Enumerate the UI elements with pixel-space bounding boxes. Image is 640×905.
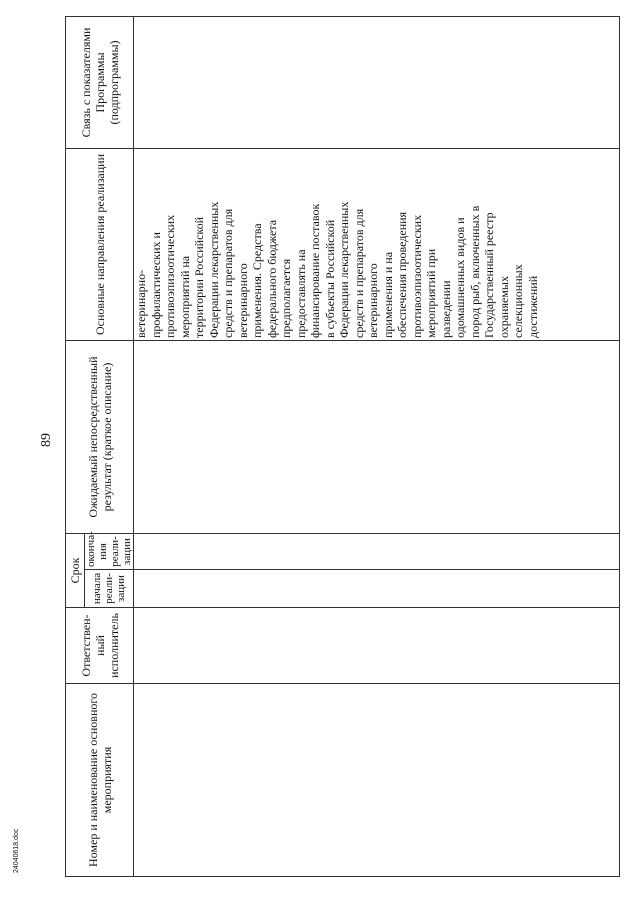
cell-responsible (134, 608, 620, 684)
measures-table (65, 16, 620, 877)
main-directions-line: разведении (438, 280, 453, 338)
main-directions-line: профилактических и (148, 232, 163, 338)
cell-number-and-name (134, 684, 620, 877)
main-directions-line: мероприятий при (424, 248, 438, 338)
header-term-end-line: оконча- (85, 531, 97, 567)
main-directions-line: пород рыб, включенных в (467, 205, 482, 338)
header-term-start-line: реали- (103, 573, 115, 604)
header-expected-result: Ожидаемый непосредственный результат (краткое описание) (66, 341, 134, 534)
main-directions-line: федерального бюджета (264, 219, 279, 338)
main-directions-line: применения и на (380, 251, 395, 338)
main-directions-line: противоэпизоотических (163, 214, 177, 338)
main-directions-line: средств и препаратов для (221, 208, 235, 338)
header-main-directions: Основные направления реализации (66, 149, 134, 341)
rotated-table-container (65, 17, 633, 877)
main-directions-line: ветеринарного (235, 263, 250, 338)
main-directions-line: финансирование поставок (308, 203, 322, 338)
main-directions-line: противоэпизоотических (409, 214, 424, 338)
header-responsible-line: Ответствен- (78, 614, 93, 677)
main-directions-line: Федерации лекарственных (337, 201, 351, 338)
header-term-start-line: начала (91, 572, 103, 605)
header-term-end (85, 531, 134, 570)
main-directions-line: предоставлять на (293, 249, 308, 338)
main-directions-line: одомашненных видов и (453, 217, 467, 338)
main-directions-line: применения. Средства (250, 223, 264, 338)
header-term-end-line: реали- (109, 536, 121, 567)
main-directions-line: средств и препаратов для (351, 208, 366, 338)
cell-term-end (134, 534, 620, 570)
main-directions-line: селекционных (511, 264, 525, 338)
cell-term-start (134, 570, 620, 608)
header-term-end-line: зации (121, 538, 133, 565)
main-directions-line: мероприятий на (177, 255, 192, 338)
header-responsible (66, 608, 134, 684)
main-directions-line: Федерации лекарственных (206, 201, 221, 338)
header-number-and-name: Номер и наименование основного мероприятия (66, 684, 134, 877)
page-number: 89 (39, 433, 54, 447)
table-row (134, 17, 620, 877)
header-term-end-line: ния (97, 543, 109, 560)
cell-main-directions (134, 149, 620, 341)
main-directions-line: достижений (525, 275, 540, 338)
header-term-start (85, 570, 134, 608)
header-program-link: Связь с показателями Программы (подпрограммы) (66, 17, 134, 149)
header-term-start-line: зации (115, 575, 127, 602)
main-directions-line: предполагается (279, 258, 293, 338)
header-responsible-line: исполнитель (106, 613, 121, 678)
header-responsible-line: ный (92, 635, 107, 656)
main-directions-line: ветеринарного (366, 263, 380, 338)
main-directions-line: территории Российской (192, 216, 206, 338)
cell-program-link (134, 17, 620, 149)
main-directions-line: обеспечения проведения (395, 211, 409, 338)
cell-expected-result (134, 341, 620, 534)
main-directions-line: охраняемых (496, 276, 511, 338)
main-directions-line: ветеринарно- (134, 269, 148, 338)
main-directions-line: Государственный реестр (482, 212, 496, 338)
main-directions-line: в субъекты Российской (322, 219, 337, 338)
header-term: Срок (66, 534, 85, 608)
document-file-id: 24040618.doc (13, 828, 20, 873)
